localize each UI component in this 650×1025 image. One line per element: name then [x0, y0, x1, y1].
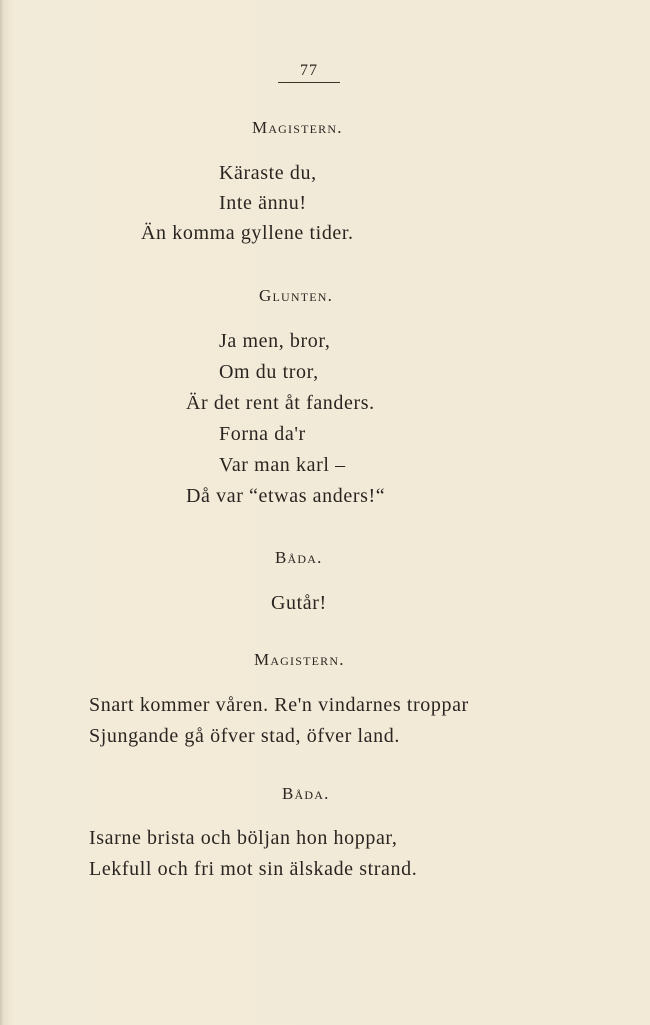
- speaker-name: Båda.: [282, 784, 330, 803]
- speaker-name: Glunten.: [259, 286, 334, 305]
- speaker-name: Magistern.: [254, 650, 345, 669]
- verse-line: Ja men, bror,: [219, 330, 331, 352]
- verse-line: Isarne brista och böljan hon hoppar,: [89, 827, 398, 849]
- verse-line: Än komma gyllene tider.: [141, 222, 354, 244]
- verse-line: Forna da'r: [219, 423, 306, 445]
- verse-line: Gutår!: [271, 592, 327, 614]
- verse-line: Då var “etwas anders!“: [186, 485, 386, 507]
- verse-line: Lekfull och fri mot sin älskade strand.: [89, 858, 418, 880]
- speaker-name: Magistern.: [252, 118, 343, 137]
- verse-line: Var man karl –: [219, 454, 346, 476]
- verse-line: Sjungande gå öfver stad, öfver land.: [89, 725, 400, 747]
- verse-line: Käraste du,: [219, 162, 317, 184]
- speaker-name: Båda.: [275, 548, 323, 567]
- verse-line: Är det rent åt fanders.: [186, 392, 375, 414]
- page-number: 77: [278, 62, 340, 83]
- verse-line: Om du tror,: [219, 361, 319, 383]
- verse-line: Inte ännu!: [219, 192, 307, 214]
- verse-line: Snart kommer våren. Re'n vindarnes troppar: [89, 694, 469, 716]
